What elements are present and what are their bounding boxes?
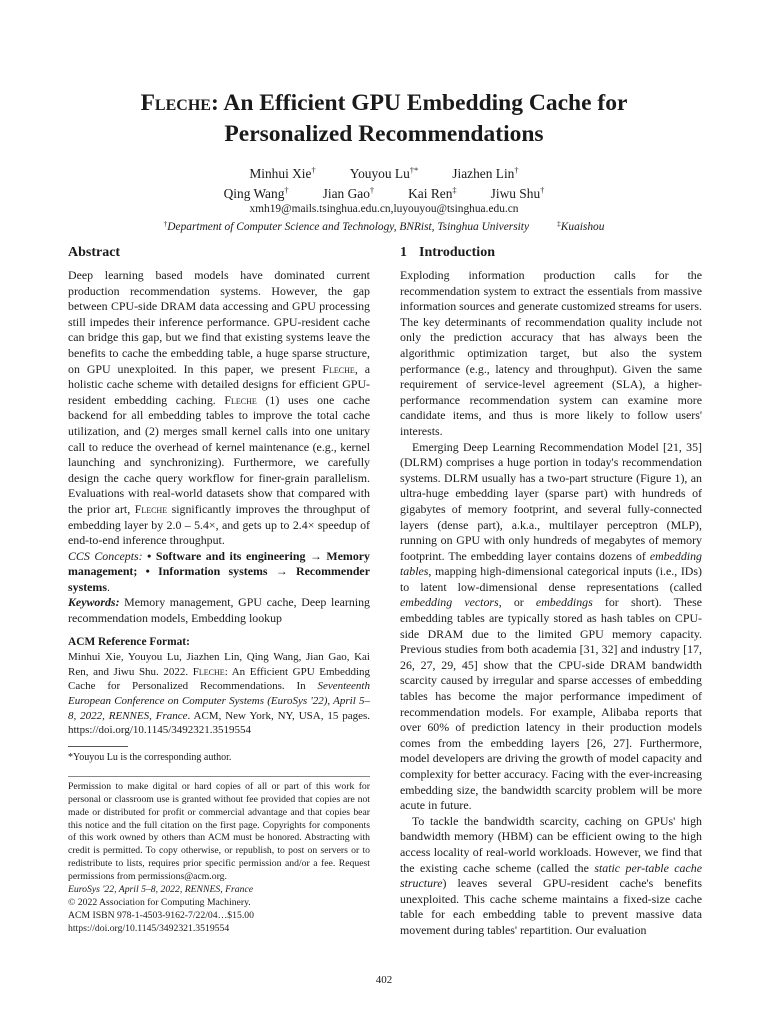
- perm-copyright: © 2022 Association for Computing Machinery.: [68, 896, 251, 908]
- author-name: Kai Ren‡: [408, 185, 457, 201]
- intro-paragraph-3: To tackle the bandwidth scarcity, caching on GPUs' high bandwidth memory (HBM) can be efficient owing to the high access locality of real-world workloads. However, we find that the existing cache scheme (called the static per-table cache structure) leaves several GPU-resident cache's benefits unexploited. This cache scheme maintains a fixed-size cache table for each embedding table to prevent massive data movement during tables' repartition. Our evaluation: [400, 813, 702, 937]
- right-column: [400, 244, 702, 939]
- abstract-heading: Abstract: [68, 245, 121, 260]
- affil-2: Kuaishou: [560, 221, 605, 233]
- paper-title: [0, 88, 768, 150]
- keywords: Keywords: Memory management, GPU cache, Deep learning recommendation models, Embedding lookup: [68, 595, 370, 626]
- author-row-1: [0, 160, 768, 180]
- author-name: Minhui Xie†: [249, 165, 316, 181]
- permission-block: [68, 776, 370, 884]
- permission-text: Permission to make digital or hard copies of all or part of this work for personal or classroom use is granted without fee provided that copies are not made or distributed for profit or commercial advantage and that copies bear this notice and the full citation on the first page. Copyrights for components of this work owned by others than ACM must be honored. Abstracting with credit is permitted. To copy otherwise, or republish, to post on servers or to redistribute to lists, requires prior specific permission and/or a fee. Request permissions from permissions@acm.org.: [68, 780, 370, 883]
- affiliations: [0, 219, 768, 233]
- intro-paragraph-2: Emerging Deep Learning Recommendation Model [21, 35] (DLRM) comprises a huge portion in today's recommendation systems. DLRM usually has a two-part structure (Figure 1), an ultra-huge embedding layer (sparse part) with hundreds of gigabytes of memory footprint, and several fully-connected layers (dense part), a.k.a., multilayer perceptron (MLP), running on GPU with only hundreds of megabytes of memory footprint. The embedding layer contains dozens of embedding tables, mapping high-dimensional categorical inputs (i.e., IDs) to latent low-dimensional dense representations (called embedding vectors, or embeddings for short). These embedding tables are typically stored as hash tables on CPU-side DRAM due to the limited GPU memory capacity. Previous studies from both academia [31, 32] and industry [17, 26, 27, 29, 45] show that the CPU-side DRAM bandwidth scarcity caused by irregular and sparse accesses of embedding tables has become the major performance impediment of recommendation models. For example, Alibaba reports that over 60% of prediction latency in their production models comes from the embedding layers [26, 27]. Furthermore, model developers are driving the growth of model capacity and complexity for better accuracy. Facing with the ever-increasing embedding size, the bandwidth scarcity problem will be more acute in future.: [400, 439, 703, 813]
- ccs-concepts: CCS Concepts: • Software and its engineering → Memory management; • Information systems → Recommender systems.: [68, 548, 371, 594]
- permission-meta: [68, 884, 370, 936]
- author-name: Jiwu Shu†: [490, 185, 545, 201]
- page-number: 402: [375, 974, 393, 986]
- author-name: Jiazhen Lin†: [452, 165, 519, 181]
- perm-isbn: ACM ISBN 978-1-4503-9162-7/22/04…$15.00: [68, 909, 254, 921]
- acm-ref-heading: ACM Reference Format:: [68, 635, 190, 648]
- affil-1: Department of Computer Science and Technology, BNRist, Tsinghua University: [167, 221, 530, 233]
- intro-paragraph-1: Exploding information production calls for the recommendation system to extract the essentials from massive information sources and generate customized streams for users. The key determinants of recommendation quality include not only the prediction accuracy that has always been the algorithmic optimization target, but also the system performance (e.g., latency and throughput). Given the same requirement of service-level agreement (SLA), a higher-performance recommendation system can examine more candidate items, and thus is more likely to follow users' interests.: [400, 268, 702, 438]
- affil-mark-1: †: [163, 219, 168, 228]
- author-name: Youyou Lu†*: [349, 165, 419, 181]
- left-column: [68, 244, 370, 936]
- acm-reference: Minhui Xie, Youyou Lu, Jiazhen Lin, Qing Wang, Jian Gao, Kai Ren, and Jiwu Shu. 2022. Fleche: An Efficient GPU Embedding Cache for Personalized Recommendations. In Seventeenth European Conference on Computer Systems (EuroSys '22), April 5–8, 2022, RENNES, France. ACM, New York, NY, USA, 15 pages. https://doi.org/10.1145/3492321.3519554: [68, 651, 371, 737]
- title-line2: Personalized Recommendations: [224, 121, 544, 147]
- footnote-rule: [68, 746, 128, 747]
- affil-mark-2: ‡: [557, 219, 561, 228]
- footnote: *Youyou Lu is the corresponding author.: [68, 751, 232, 763]
- system-name: Fleche: [140, 90, 211, 116]
- abstract-text: Deep learning based models have dominated current production recommendation systems. However, the gap between CPU-side DRAM data accessing and GPU processing still impedes their inference performance. GPU-resident cache can bridge this gap, but we find that existing systems leave the benefits to cache the embedding table, a huge sparse structure, on GPU unexploited. In this paper, we present Fleche, a holistic cache scheme with detailed designs for efficient GPU-resident embedding caching. Fleche (1) uses one cache backend for all embedding tables to improve the total cache utilization, and (2) merges small kernel calls into one unitary call to reduce the overhead of kernel maintenance (e.g., kernel launching and synchronizing). Furthermore, we carefully design the cache query workflow for finer-grain parallelism. Evaluations with real-world datasets show that compared with the prior art, Fleche significantly improves the throughput of embedding layer by 2.0 – 5.4×, and gets up to 2.4× speedup of end-to-end inference throughput.: [68, 268, 370, 548]
- author-list: [0, 160, 768, 200]
- perm-doi[interactable]: https://doi.org/10.1145/3492321.3519554: [68, 922, 230, 934]
- author-name: Qing Wang†: [223, 185, 289, 201]
- perm-venue: EuroSys '22, April 5–8, 2022, RENNES, France: [68, 884, 254, 896]
- author-row-2: [0, 180, 768, 200]
- title-line1: : An Efficient GPU Embedding Cache for: [210, 90, 628, 116]
- author-name: Jian Gao†: [322, 185, 375, 201]
- intro-heading: 1 Introduction: [400, 245, 495, 260]
- author-email: xmh19@mails.tsinghua.edu.cn,luyouyou@tsinghua.edu.cn: [249, 203, 519, 215]
